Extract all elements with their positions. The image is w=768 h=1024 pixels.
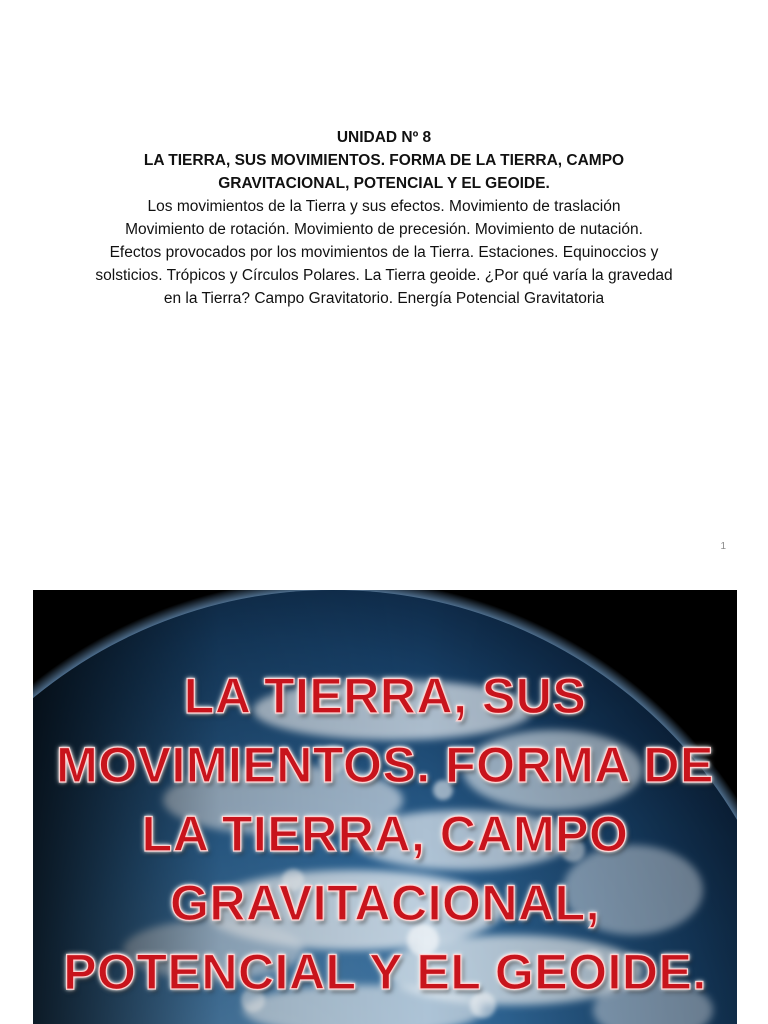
contents-line-3: Efectos provocados por los movimientos de la Tierra. Estaciones. Equinoccios y [109, 244, 659, 261]
contents-line-1: Los movimientos de la Tierra y sus efectos. Movimiento de traslación [147, 198, 621, 215]
contents-line-5: en la Tierra? Campo Gravitatorio. Energía Potencial Gravitatoria [163, 290, 605, 307]
unit-title-line-2: GRAVITACIONAL, POTENCIAL Y EL GEOIDE. [218, 175, 550, 192]
slide-1-text [40, 126, 728, 310]
unit-title-line-1: LA TIERRA, SUS MOVIMIENTOS. FORMA DE LA TIERRA, CAMPO [143, 152, 625, 169]
contents-line-4: solsticios. Trópicos y Círculos Polares. La Tierra geoide. ¿Por qué varía la gravedad [95, 267, 673, 284]
slide-2-title [33, 662, 737, 1007]
contents-line-2: Movimiento de rotación. Movimiento de precesión. Movimiento de nutación. [125, 221, 643, 238]
slide-2 [33, 590, 737, 1024]
title-line-3: LA TIERRA, CAMPO [141, 806, 629, 862]
unit-number: UNIDAD Nº 8 [336, 129, 432, 146]
page-number: 1 [720, 541, 726, 552]
title-line-4: GRAVITACIONAL, [169, 875, 601, 931]
title-line-5: POTENCIAL Y EL GEOIDE. [63, 944, 707, 1000]
title-line-1: LA TIERRA, SUS [183, 668, 587, 724]
title-line-2: MOVIMIENTOS. FORMA DE [56, 737, 714, 793]
